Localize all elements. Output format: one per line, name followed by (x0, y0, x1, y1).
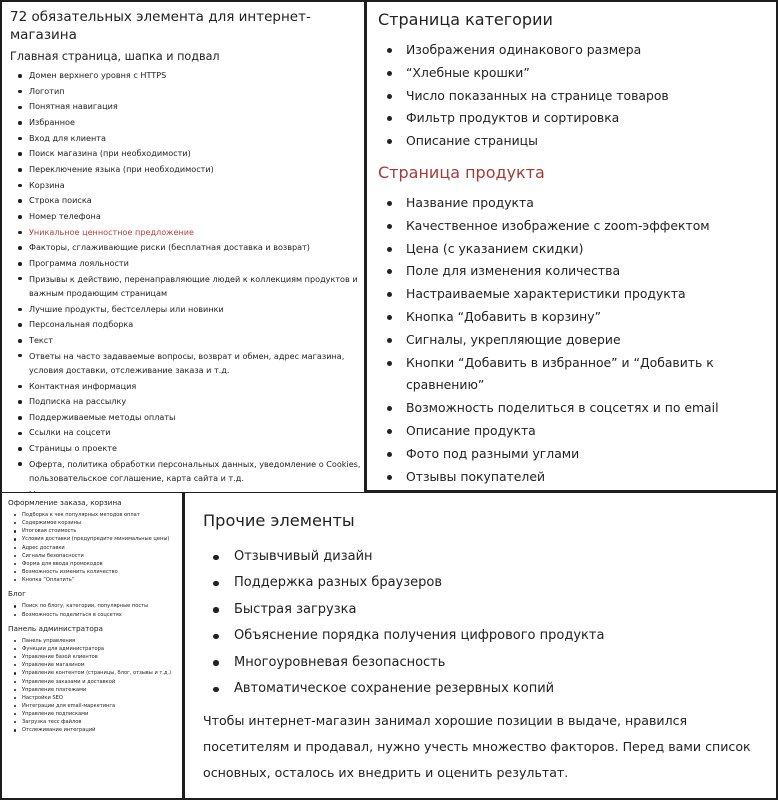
list-item: Объяснение порядка получения цифрового продукта (234, 623, 776, 649)
list-item: Номер телефона (29, 209, 364, 225)
list-item: Вход для клиента (29, 131, 364, 147)
list-item: Настройки SEO (22, 694, 182, 702)
other-section-title: Прочие элементы (203, 511, 355, 530)
list-item: Оферта, политика обработки персональных данных, уведомление о Cookies, пользовательское соглашение, карта сайта и т.д. (29, 457, 364, 487)
category-section-title: Страница категории (378, 10, 553, 29)
list-item: Итоговая стоимость (22, 527, 182, 535)
list-item: Форма для ввода промокодов (22, 560, 182, 568)
category-list (378, 39, 776, 153)
list-item: Страницы о проекте (29, 441, 364, 457)
list-item: Фильтр продуктов и сортировка (406, 107, 776, 130)
list-item: Отслеживание интеграций (22, 726, 182, 734)
admin-section-title: Панель администратора (8, 623, 103, 633)
list-item: Поиск магазина (при необходимости) (29, 146, 364, 162)
list-item: Фото под разными углами (406, 443, 776, 466)
list-item: Избранное (29, 115, 364, 131)
list-item: Управление заказами и доставкой (22, 678, 182, 686)
list-item: Быстрая загрузка (234, 597, 776, 623)
list-item: Корзина (29, 178, 364, 194)
list-item: “Хлебные крошки” (406, 62, 776, 85)
list-item: Адрес доставки (22, 544, 182, 552)
list-item: Управление базой клиентов (22, 653, 182, 661)
list-item: Лучшие продукты, бестселлеры или новинки (29, 302, 364, 318)
admin-list (8, 637, 182, 735)
checkout-list (8, 511, 182, 584)
summary-paragraph: Чтобы интернет-магазин занимал хорошие позиции в выдаче, нравился посетителям и продавал, нужно учесть множество факторов. Перед вами список основных, осталось их внедрить и оценить результат. (203, 713, 751, 781)
list-item: Поддержка разных браузеров (234, 570, 776, 596)
list-item: Функции для администратора (22, 645, 182, 653)
list-item: Кнопка “Добавить в корзину” (406, 306, 776, 329)
list-item: Персональная подборка (29, 317, 364, 333)
list-item: Управление платежами (22, 686, 182, 694)
list-item: Кнопка “Оплатить” (22, 576, 182, 584)
homepage-list (10, 68, 364, 502)
other-list (203, 544, 776, 702)
homepage-panel (2, 2, 364, 492)
page-title: 72 обязательных элемента для интернет-магазина (10, 9, 311, 43)
list-item: Содержимое корзины (22, 519, 182, 527)
list-item: Программа лояльности (29, 256, 364, 272)
list-item: Возможность изменить количество (22, 568, 182, 576)
list-item: Условия доставки (предупредите минимальные цены) (22, 535, 182, 543)
homepage-section-title: Главная страница, шапка и подвал (10, 50, 220, 63)
list-item: Подписка на рассылку (29, 394, 364, 410)
list-item: Понятная навигация (29, 99, 364, 115)
list-item: Кнопки “Добавить в избранное” и “Добавить к сравнению” (406, 352, 776, 398)
list-item: Интеграции для email-маркетинга (22, 702, 182, 710)
list-item: Загрузка тесс файлов (22, 718, 182, 726)
list-item: Панель управления (22, 637, 182, 645)
list-item: Сигналы, укрепляющие доверие (406, 329, 776, 352)
list-item: Ответы на часто задаваемые вопросы, возврат и обмен, адрес магазина, условия доставки, отслеживание заказа и т.д. (29, 349, 364, 379)
list-item: Сигналы безопасности (22, 552, 182, 560)
list-item: Многоуровневая безопасность (234, 650, 776, 676)
category-product-panel (367, 2, 776, 490)
list-item: Описание продукта (406, 420, 776, 443)
list-item: Название продукта (406, 192, 776, 215)
product-list (378, 192, 776, 511)
list-item: Описание страницы (406, 130, 776, 153)
blog-section-title: Блог (8, 589, 26, 599)
list-item: Переключение языка (при необходимости) (29, 162, 364, 178)
list-item: Призывы к действию, перенаправляющие людей к коллекциям продуктов и важным продающим страницам (29, 272, 364, 302)
list-item: Управление магазином (22, 661, 182, 669)
list-item: Строка поиска (29, 193, 364, 209)
list-item: Изображения одинакового размера (406, 39, 776, 62)
list-item: Текст (29, 333, 364, 349)
checkout-blog-admin-panel (2, 493, 182, 798)
list-item-highlighted: Уникальное ценностное предложение (29, 225, 364, 241)
list-item: Поле для изменения количества (406, 260, 776, 283)
list-item: Поиск по блогу, категории, популярные посты (22, 602, 182, 610)
list-item: Управление подписками (22, 710, 182, 718)
checkout-section-title: Оформление заказа, корзина (8, 498, 122, 507)
list-item: Подборка к чек популярных методов оплат (22, 511, 182, 519)
blog-list (8, 602, 182, 618)
other-elements-panel (185, 493, 776, 798)
list-item: Логотип (29, 84, 364, 100)
list-item: Поддерживаемые методы оплаты (29, 410, 364, 426)
list-item: Возможность поделиться в соцсетях и по email (406, 397, 776, 420)
list-item: Контактная информация (29, 379, 364, 395)
list-item: Факторы, сглаживающие риски (бесплатная доставка и возврат) (29, 240, 364, 256)
list-item: Ссылки на соцсети (29, 425, 364, 441)
list-item: Настраиваемые характеристики продукта (406, 283, 776, 306)
list-item: Качественное изображение с zoom-эффектом (406, 215, 776, 238)
list-item: Управление контентом (страницы, блог, отзывы и т.д.) (22, 669, 182, 677)
list-item: Число показанных на странице товаров (406, 85, 776, 108)
list-item: Цена (с указанием скидки) (406, 238, 776, 261)
list-item: Отзывчивый дизайн (234, 544, 776, 570)
list-item: Возможность поделиться в соцсетях (22, 611, 182, 619)
list-item: Автоматическое сохранение резервных копий (234, 676, 776, 702)
product-section-title: Страница продукта (378, 162, 545, 182)
list-item: Домен верхнего уровня с HTTPS (29, 68, 364, 84)
list-item: Отзывы покупателей (406, 466, 776, 489)
